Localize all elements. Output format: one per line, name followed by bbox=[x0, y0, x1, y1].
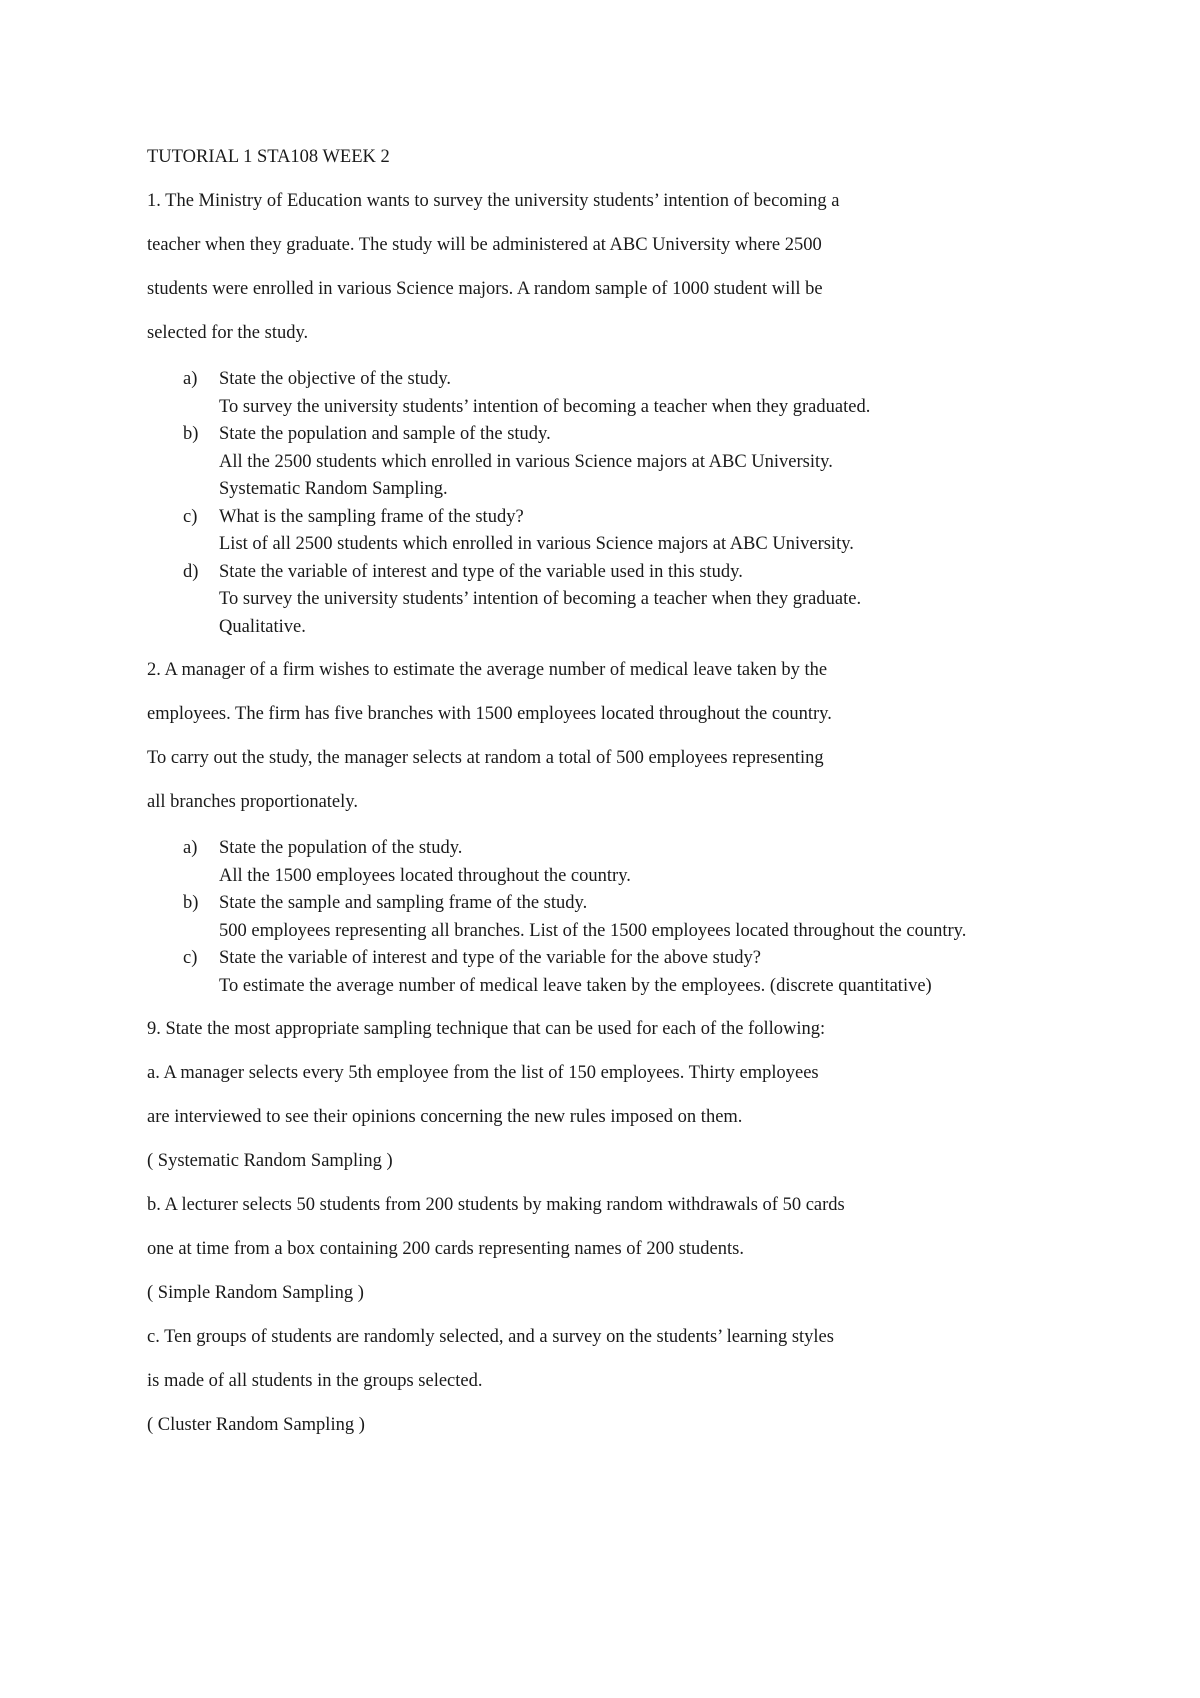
question-9-part-a-line: are interviewed to see their opinions concerning the new rules imposed on them. bbox=[147, 1107, 743, 1127]
question-9-part-b-line: b. A lecturer selects 50 students from 200 students by making random withdrawals of 50 cards bbox=[147, 1195, 845, 1215]
document-title: TUTORIAL 1 STA108 WEEK 2 bbox=[147, 147, 390, 167]
answer-text: Qualitative. bbox=[219, 616, 306, 637]
question-1-item-d bbox=[147, 559, 1067, 642]
item-marker: a) bbox=[183, 369, 198, 389]
question-1-line: teacher when they graduate. The study will be administered at ABC University where 2500 bbox=[147, 235, 822, 255]
question-1-line: students were enrolled in various Science majors. A random sample of 1000 student will be bbox=[147, 279, 823, 299]
question-9-part-c-line: c. Ten groups of students are randomly selected, and a survey on the students’ learning styles bbox=[147, 1327, 834, 1347]
question-2-line: To carry out the study, the manager selects at random a total of 500 employees representing bbox=[147, 748, 824, 768]
answer-text: List of all 2500 students which enrolled in various Science majors at ABC University. bbox=[219, 534, 854, 554]
question-1-line: 1. The Ministry of Education wants to survey the university students’ intention of becoming a bbox=[147, 191, 840, 211]
subquestion-text: State the population and sample of the study. bbox=[219, 424, 551, 444]
question-9-text bbox=[147, 1018, 1067, 1458]
answer-text: 500 employees representing all branches. List of the 1500 employees located throughout the country. bbox=[219, 920, 967, 941]
question-2-line: employees. The firm has five branches with 1500 employees located throughout the country. bbox=[147, 704, 832, 724]
question-9-part-c-line: is made of all students in the groups selected. bbox=[147, 1371, 483, 1391]
question-1-item-a bbox=[147, 366, 1067, 421]
question-9-part-b-answer: ( Simple Random Sampling ) bbox=[147, 1283, 364, 1303]
question-2-item-b bbox=[147, 890, 1067, 945]
item-marker: b) bbox=[183, 893, 199, 913]
answer-text: To survey the university students’ intention of becoming a teacher when they graduated. bbox=[219, 396, 871, 417]
question-2-item-c bbox=[147, 945, 1067, 1000]
question-1-text bbox=[147, 190, 1067, 366]
question-1-item-c bbox=[147, 504, 1067, 559]
question-2-subquestions bbox=[147, 835, 1067, 1000]
answer-text: To survey the university students’ intention of becoming a teacher when they graduate. bbox=[219, 589, 862, 609]
item-marker: c) bbox=[183, 948, 198, 968]
question-1-line: selected for the study. bbox=[147, 323, 309, 343]
subquestion-text: What is the sampling frame of the study? bbox=[219, 506, 524, 527]
subquestion-text: State the objective of the study. bbox=[219, 369, 452, 389]
question-2-text bbox=[147, 659, 1067, 835]
question-2-item-a bbox=[147, 835, 1067, 890]
question-1-subquestions bbox=[147, 366, 1067, 641]
question-9-intro: 9. State the most appropriate sampling technique that can be used for each of the following: bbox=[147, 1019, 826, 1039]
answer-text: All the 1500 employees located throughout the country. bbox=[219, 865, 631, 886]
item-marker: a) bbox=[183, 838, 198, 858]
question-9-part-a-answer: ( Systematic Random Sampling ) bbox=[147, 1151, 393, 1171]
item-marker: d) bbox=[183, 561, 199, 582]
answer-text: To estimate the average number of medical leave taken by the employees. (discrete quantitative) bbox=[219, 975, 932, 996]
answer-text: Systematic Random Sampling. bbox=[219, 479, 448, 499]
question-9-part-c-answer: ( Cluster Random Sampling ) bbox=[147, 1415, 365, 1435]
subquestion-text: State the variable of interest and type of the variable used in this study. bbox=[219, 561, 743, 582]
item-marker: c) bbox=[183, 506, 198, 527]
document-page bbox=[147, 146, 1067, 1458]
item-marker: b) bbox=[183, 424, 199, 444]
subquestion-text: State the variable of interest and type of the variable for the above study? bbox=[219, 948, 761, 968]
question-1-item-b bbox=[147, 421, 1067, 504]
question-9-part-a-line: a. A manager selects every 5th employee from the list of 150 employees. Thirty employees bbox=[147, 1063, 819, 1083]
subquestion-text: State the population of the study. bbox=[219, 838, 463, 858]
question-9-part-b-line: one at time from a box containing 200 cards representing names of 200 students. bbox=[147, 1239, 744, 1259]
answer-text: All the 2500 students which enrolled in various Science majors at ABC University. bbox=[219, 451, 833, 472]
question-2-line: 2. A manager of a firm wishes to estimate the average number of medical leave taken by the bbox=[147, 660, 828, 680]
question-2-line: all branches proportionately. bbox=[147, 792, 358, 812]
subquestion-text: State the sample and sampling frame of the study. bbox=[219, 893, 588, 913]
